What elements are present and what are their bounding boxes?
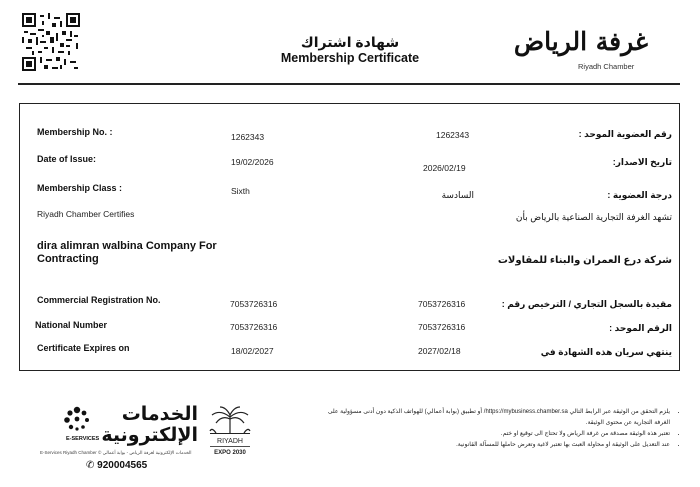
- membership-class-label: Membership Class :: [37, 183, 123, 193]
- membership-no-label-ar: رقم العضوية الموحد :: [578, 129, 672, 139]
- expires-label-ar: ينتهي سريان هذه الشهادة في: [540, 347, 672, 357]
- cr-no-value: 7053726316: [230, 299, 278, 309]
- national-number-label: National Number: [35, 320, 108, 330]
- riyadh-expo-logo: [206, 403, 254, 465]
- note-item: • عند التعديل على الوثيقة او محاولة العبث بها تعتبر لاغية وتعرض حاملها للمسآلة القانونية.: [320, 440, 670, 451]
- membership-class-value-ar: السادسة: [441, 190, 474, 200]
- riyadh-expo-bottom-text: EXPO 2030: [214, 450, 246, 456]
- riyadh-expo-top-text: RIYADH: [217, 438, 243, 445]
- header-divider: [18, 83, 680, 85]
- expires-value-ar: 2027/02/18: [418, 346, 461, 356]
- date-of-issue-label: Date of Issue:: [37, 154, 97, 164]
- national-number-value-ar: 7053726316: [418, 322, 466, 332]
- verification-notes: [320, 407, 680, 451]
- national-number-value: 7053726316: [230, 322, 278, 332]
- membership-class-value: Sixth: [231, 186, 250, 196]
- riyadh-chamber-logo-caption: Riyadh Chamber: [578, 62, 635, 71]
- note-item: • يلزم التحقق من الوثيقة عبر الرابط التالي https://mybusiness.chamber.sa/ أو تطبيق (بوابة أعمالي) للهواتف الذكية دون أدنى مسؤولية على الغرفة التجارية عن محتوى الوثيقة.: [320, 407, 670, 429]
- national-number-label-ar: الرقم الموحد :: [609, 323, 672, 333]
- certificate-title-ar: شهادة اشتراك: [300, 34, 400, 50]
- expires-value: 18/02/2027: [231, 346, 274, 356]
- expires-label: Certificate Expires on: [37, 343, 130, 353]
- eservices-logo-ar: الخدمات الإلكترونية: [101, 404, 198, 446]
- cr-no-value-ar: 7053726316: [418, 299, 466, 309]
- membership-no-label: Membership No. :: [37, 127, 113, 137]
- eservices-logo-en: E-SERVICES: [66, 436, 100, 442]
- date-of-issue-label-ar: تاريخ الاصدار:: [612, 157, 672, 167]
- certifies-text: Riyadh Chamber Certifies: [37, 209, 135, 219]
- phone-icon: ✆: [86, 460, 95, 471]
- date-of-issue-value: 19/02/2026: [231, 157, 274, 167]
- cr-no-label: Commercial Registration No.: [37, 295, 161, 305]
- membership-no-value-ar: 1262343: [436, 130, 470, 140]
- phone-number: [86, 460, 147, 471]
- cr-no-label-ar: مقيدة بالسجل التجاري / الترخيص رقم :: [501, 299, 672, 309]
- membership-class-label-ar: درجة العضوية :: [607, 190, 672, 200]
- eservices-caption: E-Services Riyadh Chamber © الخدمات الإلكترونية لغرفة الرياض - بوابة أعمالي: [40, 450, 192, 455]
- note-item: • تعتبر هذه الوثيقة مصدقة من غرفة الرياض ولا تحتاج الى توقيع او ختم.: [320, 429, 670, 440]
- company-name-ar: شركة درع العمران والبناء للمقاولات: [497, 255, 672, 266]
- company-name: dira alimran walbina Company For Contracting: [37, 240, 217, 265]
- riyadh-chamber-logo: غرفة الرياض: [513, 27, 648, 56]
- phone-number-text: 920004565: [97, 460, 148, 471]
- certifies-text-ar: تشهد الغرفة التجارية الصناعية بالرياض بأن: [515, 212, 672, 222]
- membership-no-value: 1262343: [231, 132, 265, 142]
- certificate-title-en: Membership Certificate: [280, 51, 420, 65]
- date-of-issue-value-ar: 2026/02/19: [423, 163, 466, 173]
